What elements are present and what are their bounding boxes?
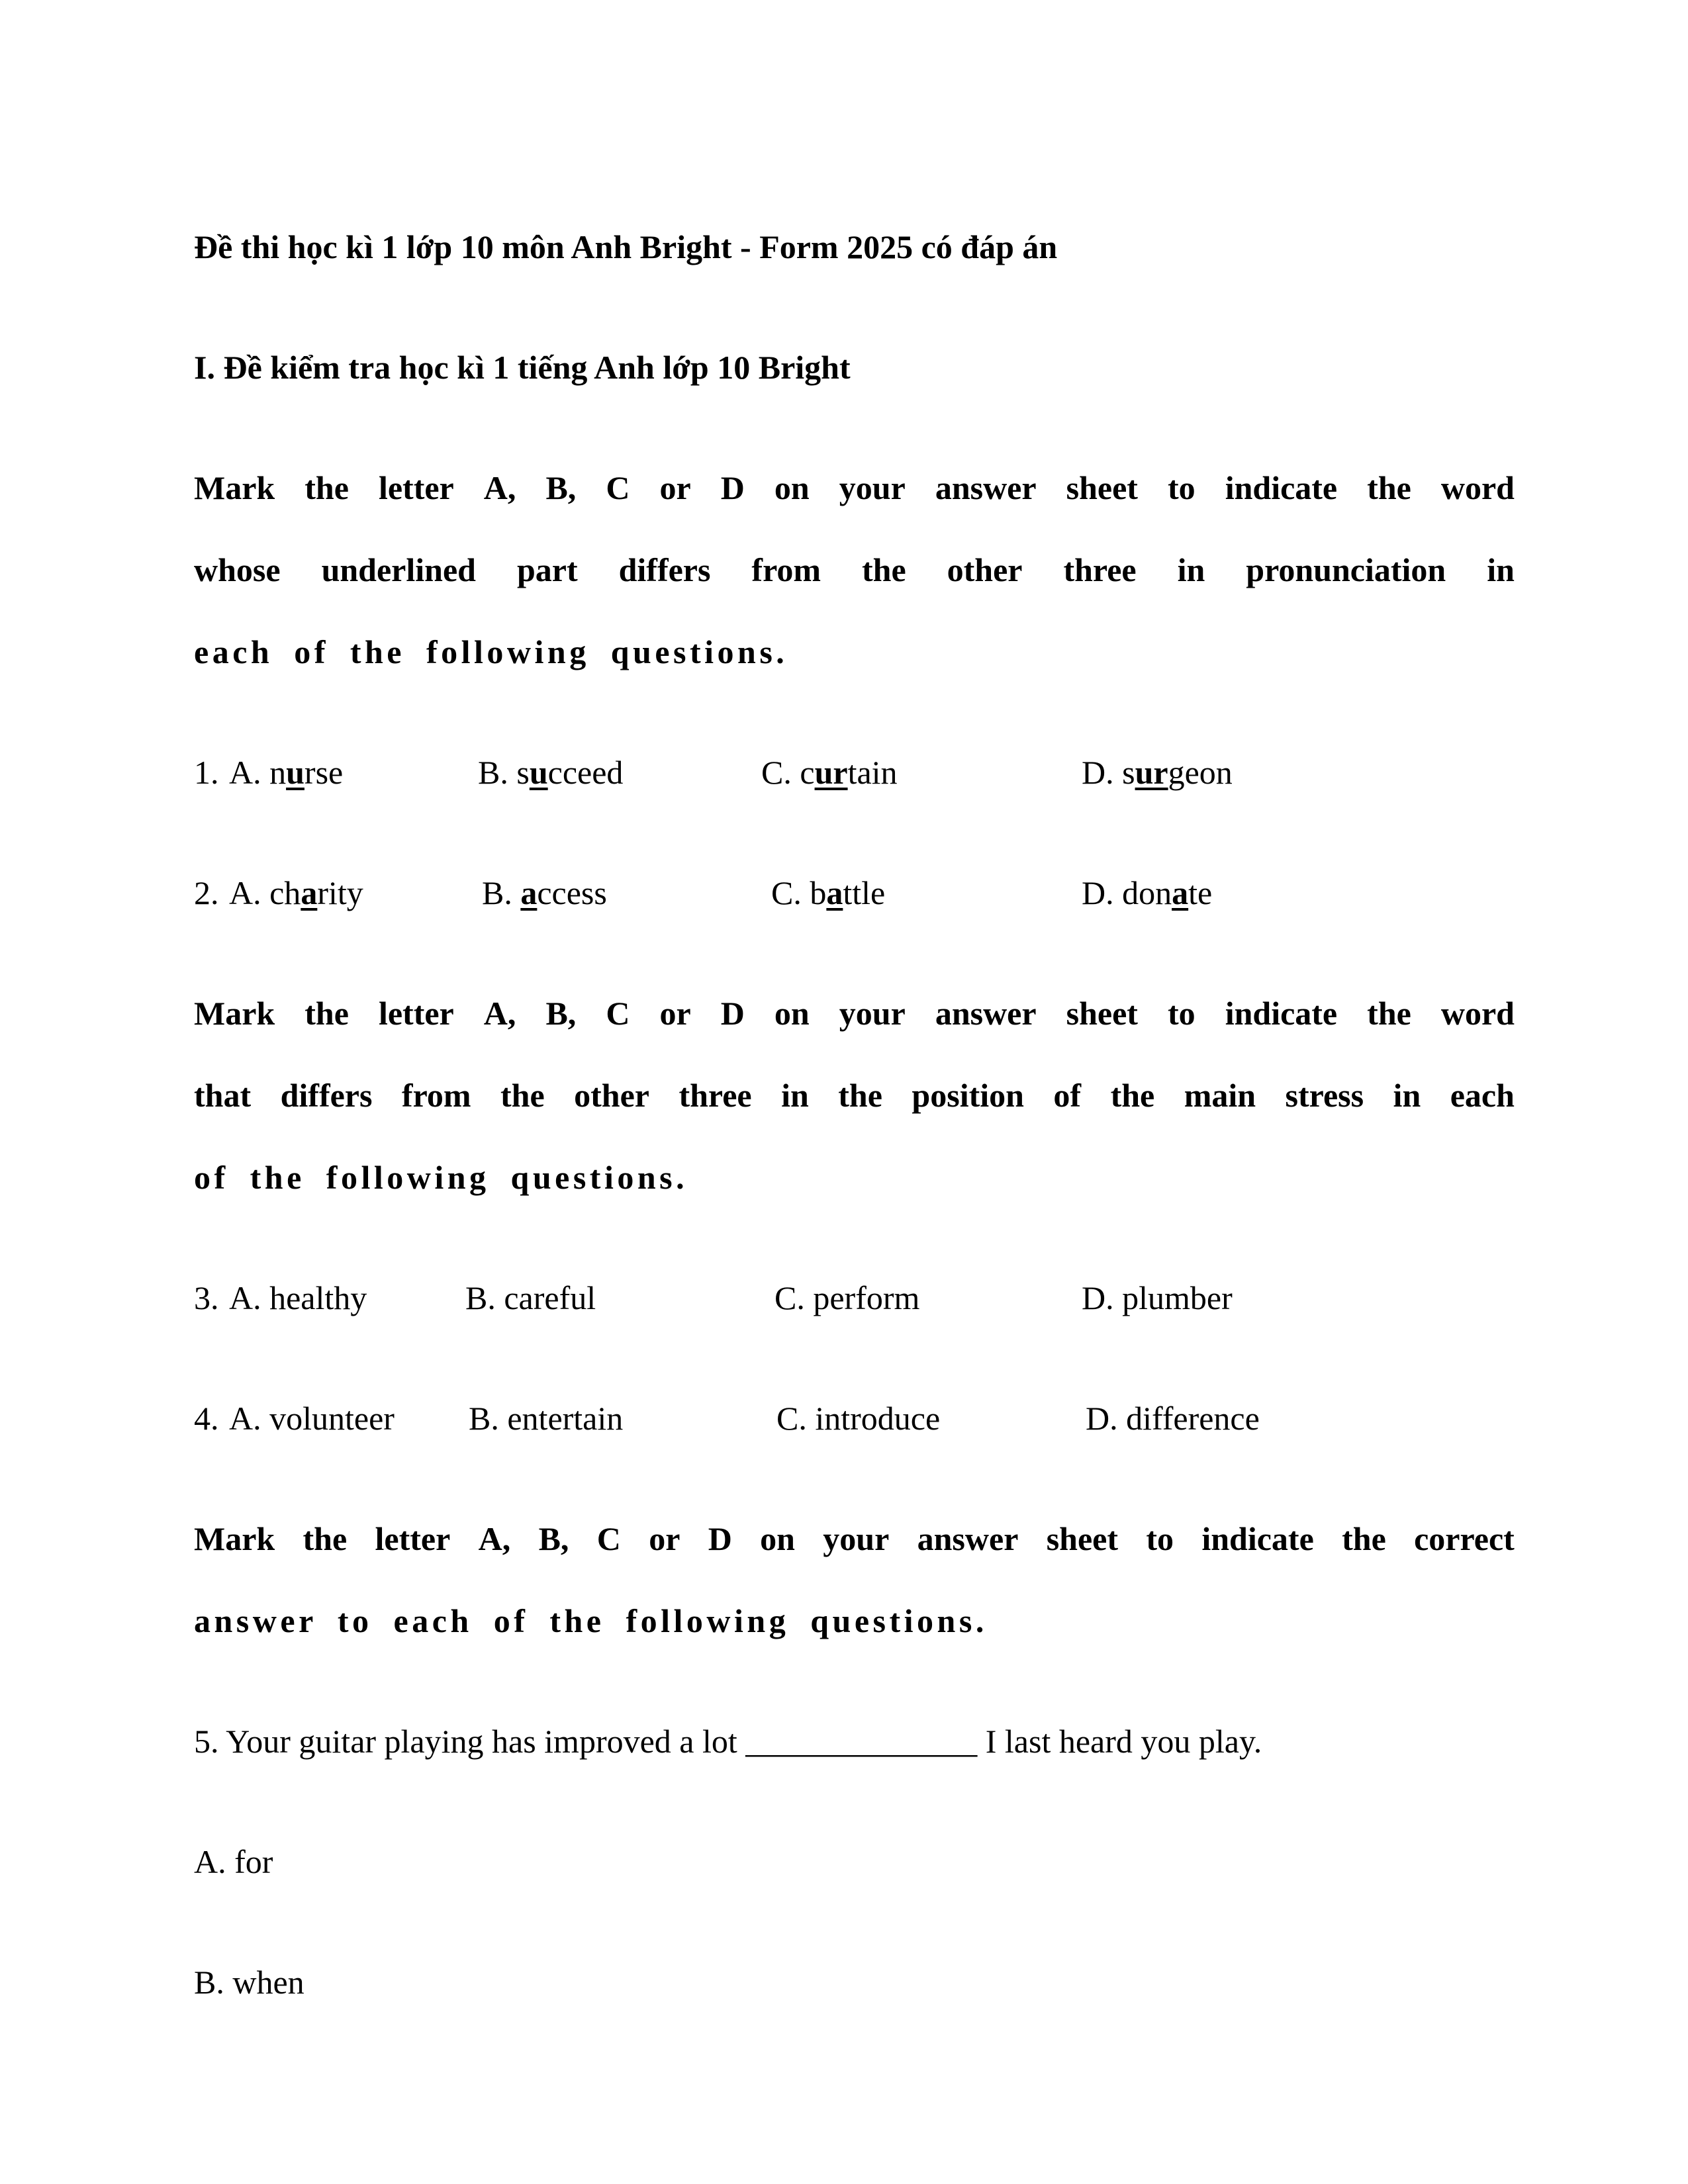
instruction-word: indicate [1225, 995, 1338, 1032]
instruction-word: in [1177, 551, 1205, 588]
instruction-word: Mark [194, 469, 275, 506]
instruction-1-line-1 [194, 471, 1515, 504]
instruction-word: the [1110, 1077, 1155, 1114]
instruction-word: from [751, 551, 821, 588]
instruction-word: word [1440, 469, 1515, 506]
instruction-word: D [720, 995, 745, 1032]
instruction-word: answer [935, 995, 1037, 1032]
instruction-word: B, [545, 995, 577, 1032]
instruction-word: C [606, 469, 630, 506]
question-3-option-c: C. perform [774, 1279, 920, 1316]
instruction-word: pronunciation [1246, 551, 1446, 588]
question-2-number: 2. [194, 874, 219, 911]
section-heading: I. Đề kiểm tra học kì 1 tiếng Anh lớp 10 Bright [194, 349, 851, 386]
instruction-word: the [303, 1520, 348, 1557]
underlined-part: a [520, 874, 538, 911]
question-2-option-a: A. charity [229, 874, 363, 911]
question-3-option-b: B. careful [465, 1279, 596, 1316]
instruction-word: differs [618, 551, 711, 588]
instruction-word: C [596, 1520, 621, 1557]
instruction-word: A, [483, 995, 516, 1032]
instruction-word: whose [194, 551, 281, 588]
instruction-word: from [401, 1077, 471, 1114]
instruction-word: answer [917, 1520, 1019, 1557]
question-4-number: 4. [194, 1400, 219, 1437]
instruction-1-line-3: each of the following questions. [194, 633, 788, 670]
instruction-word: indicate [1201, 1520, 1314, 1557]
instruction-word: sheet [1046, 1520, 1119, 1557]
question-2-option-b: B. access [482, 874, 607, 911]
question-2-option-d: D. donate [1082, 874, 1213, 911]
question-4-option-d: D. difference [1086, 1400, 1260, 1437]
underlined-part: a [301, 874, 318, 911]
instruction-word: in [781, 1077, 809, 1114]
instruction-word: to [1146, 1520, 1174, 1557]
instruction-word: word [1440, 995, 1515, 1032]
instruction-word: sheet [1066, 995, 1138, 1032]
underlined-part: ur [814, 754, 848, 791]
instruction-word: on [774, 995, 810, 1032]
underlined-part: a [1172, 874, 1189, 911]
instruction-word: or [659, 469, 691, 506]
underlined-part: u [529, 754, 548, 791]
question-5-stem: 5. Your guitar playing has improved a lot ______________ I last heard you play. [194, 1723, 1262, 1760]
instruction-word: other [947, 551, 1023, 588]
instruction-word: position [912, 1077, 1024, 1114]
question-5-choice-a: A. for [194, 1843, 273, 1880]
instruction-word: that [194, 1077, 252, 1114]
instruction-word: Mark [194, 995, 275, 1032]
instruction-word: differs [280, 1077, 373, 1114]
question-3-option-d: D. plumber [1082, 1279, 1233, 1316]
instruction-word: other [574, 1077, 649, 1114]
question-5-choice-b: B. when [194, 1964, 305, 2001]
instruction-word: of [1053, 1077, 1082, 1114]
instruction-word: your [839, 469, 906, 506]
instruction-word: or [659, 995, 691, 1032]
instruction-2-line-3: of the following questions. [194, 1159, 688, 1196]
instruction-word: sheet [1066, 469, 1138, 506]
instruction-1-line-2 [194, 553, 1515, 586]
question-1-option-a: A. nurse [229, 754, 344, 791]
instruction-word: A, [478, 1520, 511, 1557]
instruction-word: on [774, 469, 810, 506]
instruction-word: in [1393, 1077, 1421, 1114]
instruction-word: underlined [321, 551, 476, 588]
instruction-word: in [1487, 551, 1515, 588]
question-4-option-b: B. entertain [469, 1400, 624, 1437]
instruction-2-line-2 [194, 1079, 1515, 1112]
instruction-word: B, [545, 469, 577, 506]
question-4-option-c: C. introduce [776, 1400, 941, 1437]
question-3-number: 3. [194, 1279, 219, 1316]
underlined-part: ur [1135, 754, 1168, 791]
instruction-3-line-1 [194, 1522, 1515, 1555]
underlined-part: u [286, 754, 305, 791]
instruction-word: the [500, 1077, 545, 1114]
instruction-word: correct [1414, 1520, 1515, 1557]
instruction-word: or [649, 1520, 680, 1557]
instruction-word: your [823, 1520, 890, 1557]
question-1-number: 1. [194, 754, 219, 791]
instruction-3-line-2: answer to each of the following questions. [194, 1602, 988, 1639]
instruction-word: letter [378, 469, 454, 506]
instruction-word: the [838, 1077, 882, 1114]
instruction-word: D [720, 469, 745, 506]
instruction-word: the [1367, 995, 1411, 1032]
instruction-word: Mark [194, 1520, 275, 1557]
question-1-option-b: B. succeed [478, 754, 624, 791]
page-title: Đề thi học kì 1 lớp 10 môn Anh Bright - Form 2025 có đáp án [194, 228, 1058, 265]
instruction-word: to [1167, 995, 1196, 1032]
instruction-word: on [760, 1520, 795, 1557]
instruction-word: the [305, 469, 349, 506]
instruction-word: answer [935, 469, 1037, 506]
instruction-word: three [1063, 551, 1137, 588]
instruction-word: the [1342, 1520, 1386, 1557]
instruction-word: each [1450, 1077, 1515, 1114]
instruction-2-line-1 [194, 997, 1515, 1030]
instruction-word: D [708, 1520, 732, 1557]
instruction-word: your [839, 995, 906, 1032]
instruction-word: main [1184, 1077, 1256, 1114]
question-3-option-a: A. healthy [229, 1279, 367, 1316]
question-1-option-c: C. curtain [761, 754, 898, 791]
instruction-word: B, [538, 1520, 569, 1557]
instruction-word: part [516, 551, 578, 588]
instruction-word: the [1367, 469, 1411, 506]
instruction-word: the [862, 551, 906, 588]
instruction-word: A, [483, 469, 516, 506]
instruction-word: C [606, 995, 630, 1032]
question-4-option-a: A. volunteer [229, 1400, 395, 1437]
question-1-option-d: D. surgeon [1082, 754, 1233, 791]
instruction-word: stress [1285, 1077, 1364, 1114]
instruction-word: letter [378, 995, 454, 1032]
instruction-word: three [679, 1077, 752, 1114]
instruction-word: to [1167, 469, 1196, 506]
instruction-word: indicate [1225, 469, 1338, 506]
question-2-option-c: C. battle [771, 874, 886, 911]
instruction-word: letter [375, 1520, 451, 1557]
underlined-part: a [826, 874, 843, 911]
instruction-word: the [305, 995, 349, 1032]
